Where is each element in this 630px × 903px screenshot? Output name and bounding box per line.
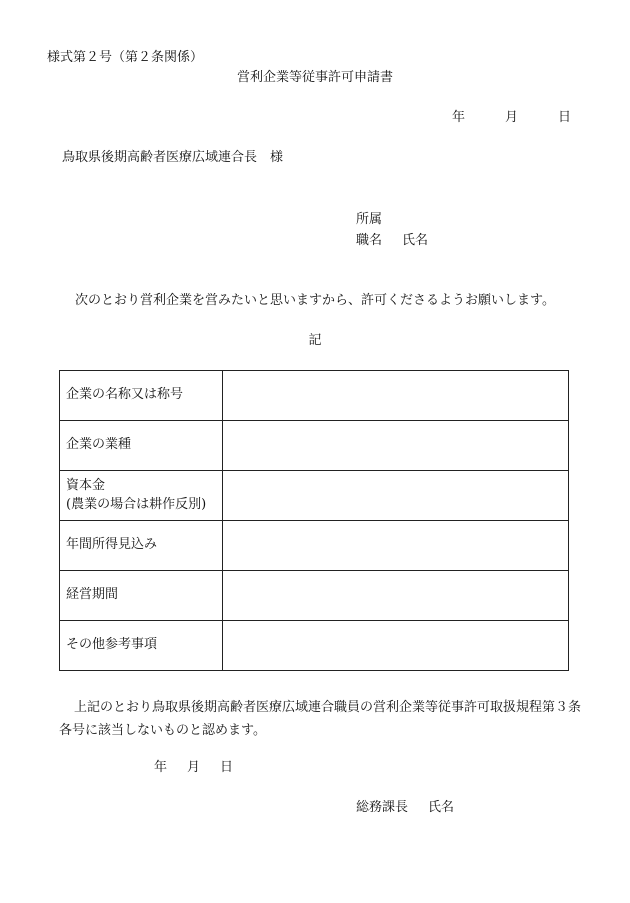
row-label: 資本金 (農業の場合は耕作反別) [60, 471, 223, 521]
table-row [60, 421, 569, 471]
table-row [60, 621, 569, 671]
row-label: その他参考事項 [60, 621, 223, 671]
other-notes-field[interactable] [223, 621, 569, 671]
row-label: 年間所得見込み [60, 521, 223, 571]
date-day-label: 日 [220, 760, 234, 775]
date-year-label: 年 [451, 110, 465, 125]
request-text: 次のとおり営利企業を営みたいと思いますから、許可くださるようお願いします。 [75, 293, 555, 308]
signer-title: 総務課長 [356, 800, 409, 815]
application-date [452, 111, 571, 124]
ki-label: 記 [308, 333, 322, 348]
row-label: 企業の名称又は称号 [60, 371, 223, 421]
table-row [60, 471, 569, 521]
position-label: 職名 [356, 233, 383, 248]
date-year-label: 年 [154, 760, 168, 775]
date-month-label: 月 [504, 110, 518, 125]
details-table [59, 370, 569, 671]
signature-line [356, 801, 454, 814]
confirmation-text: 上記のとおり鳥取県後期高齢者医療広域連合職員の営利企業等従事許可取扱規程第３条各号に該当しないものと認めます。 [59, 700, 582, 738]
position-name-line [356, 234, 428, 247]
addressee: 鳥取県後期高齢者医療広域連合長 様 [62, 150, 284, 165]
company-name-field[interactable] [223, 371, 569, 421]
table-row [60, 571, 569, 621]
business-type-field[interactable] [223, 421, 569, 471]
annual-income-field[interactable] [223, 521, 569, 571]
date-day-label: 日 [557, 110, 571, 125]
row-label: 経営期間 [60, 571, 223, 621]
capital-field[interactable] [223, 471, 569, 521]
affiliation-label: 所属 [356, 212, 383, 227]
name-label: 氏名 [402, 233, 429, 248]
table-row [60, 371, 569, 421]
document-title: 営利企業等従事許可申請書 [236, 70, 393, 85]
row-label: 企業の業種 [60, 421, 223, 471]
confirmation-date [154, 761, 233, 774]
signer-name-label: 氏名 [428, 800, 455, 815]
form-number: 様式第２号（第２条関係） [47, 50, 204, 65]
date-month-label: 月 [187, 760, 201, 775]
business-period-field[interactable] [223, 571, 569, 621]
table-row [60, 521, 569, 571]
